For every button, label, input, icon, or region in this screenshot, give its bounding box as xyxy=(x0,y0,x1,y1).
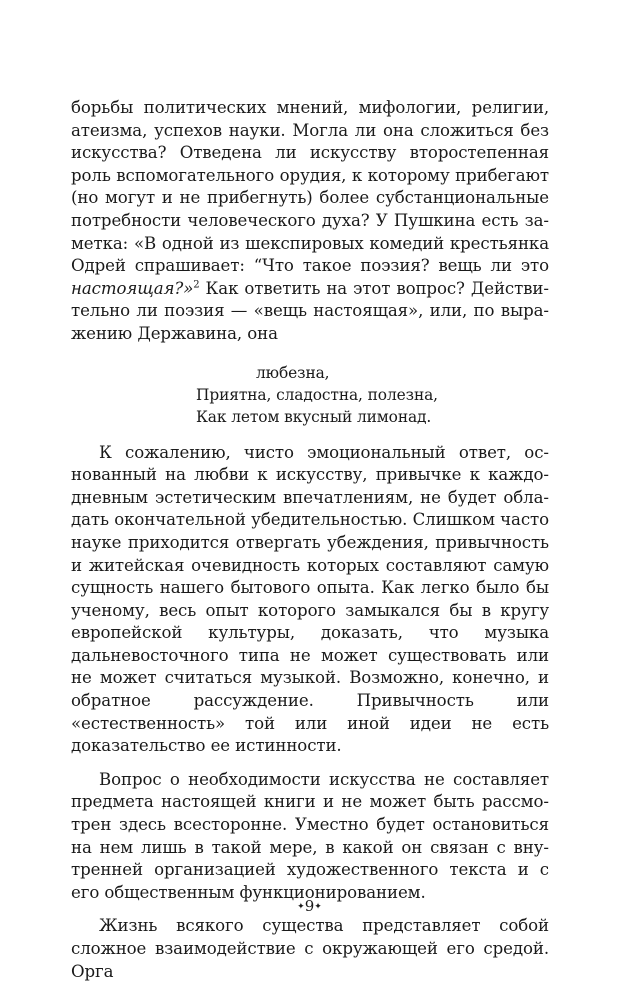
ornament-right-icon: ✦ xyxy=(314,902,322,912)
paragraph-4: Жизнь всякого существа представляет собой сложное взаимодействие с окружающей его средой. Орга xyxy=(71,916,549,981)
verse-quote xyxy=(71,362,549,428)
page-body xyxy=(71,97,549,983)
footnote-reference[interactable]: 2 xyxy=(193,279,200,291)
verse-line: Приятна, сладостна, полезна, xyxy=(196,385,438,404)
paragraph-2: К сожалению, чисто эмоциональный ответ, основанный на любви к искусству, привычке к каждодневным эстетическим впечатлениям, не будет облaдать окончательной убедительностью. Слишком часто науке приходится отвергать убеждения, привычность и житейская очевидность которых составляют самую сущность нашего бытового опыта. Как легко было бы ученому, весь опыт которого замыкался бы в кругу европейской культуры, доказать, что музыка дальневосточного типа не может существовать или не может считаться музыкой. Возможно, конечно, и обратное рассуждение. Привычность или «естественность» той или иной идеи не есть доказательство ее истинности. xyxy=(71,442,549,756)
paragraph-1-text: борьбы политических мнений, мифологии, религии, атеизма, успехов науки. Могла ли она сложиться без искусства? Отведена ли искусству второстепенная роль вспомогательного орудия, к которому прибегают (но могут и не прибегнуть) более субстанциональные потребности человеческого духа? У Пушкина есть заметка: «В одной из шекспировых комедий крестьянка Одрей спрашивает: “Что такое поэзия? вещь ли это xyxy=(71,98,549,276)
verse-line: любезна, xyxy=(256,363,330,382)
paragraph-1-italic-quote: настоящая?» xyxy=(71,278,194,298)
page-number: 9 xyxy=(304,897,315,915)
paragraph-1 xyxy=(71,97,549,346)
page-footer xyxy=(0,897,619,916)
verse-line: Как летом вкусный лимонад. xyxy=(196,407,432,426)
ornament-left-icon: ✦ xyxy=(297,902,305,912)
paragraph-1-continuation: Как ответить на этот вопрос? Действительно ли поэзия — «вещь настоящая», или, по выражению Державина, она xyxy=(71,278,549,343)
paragraph-3: Вопрос о необходимости искусства не составляет предмета настоящей книги и не может быть рассмотрен здесь всесторонне. Уместно будет остановиться на нем лишь в такой мере, в какой он связан с внутренней организацией художественного текста и с его общественным функционированием. xyxy=(71,769,549,902)
